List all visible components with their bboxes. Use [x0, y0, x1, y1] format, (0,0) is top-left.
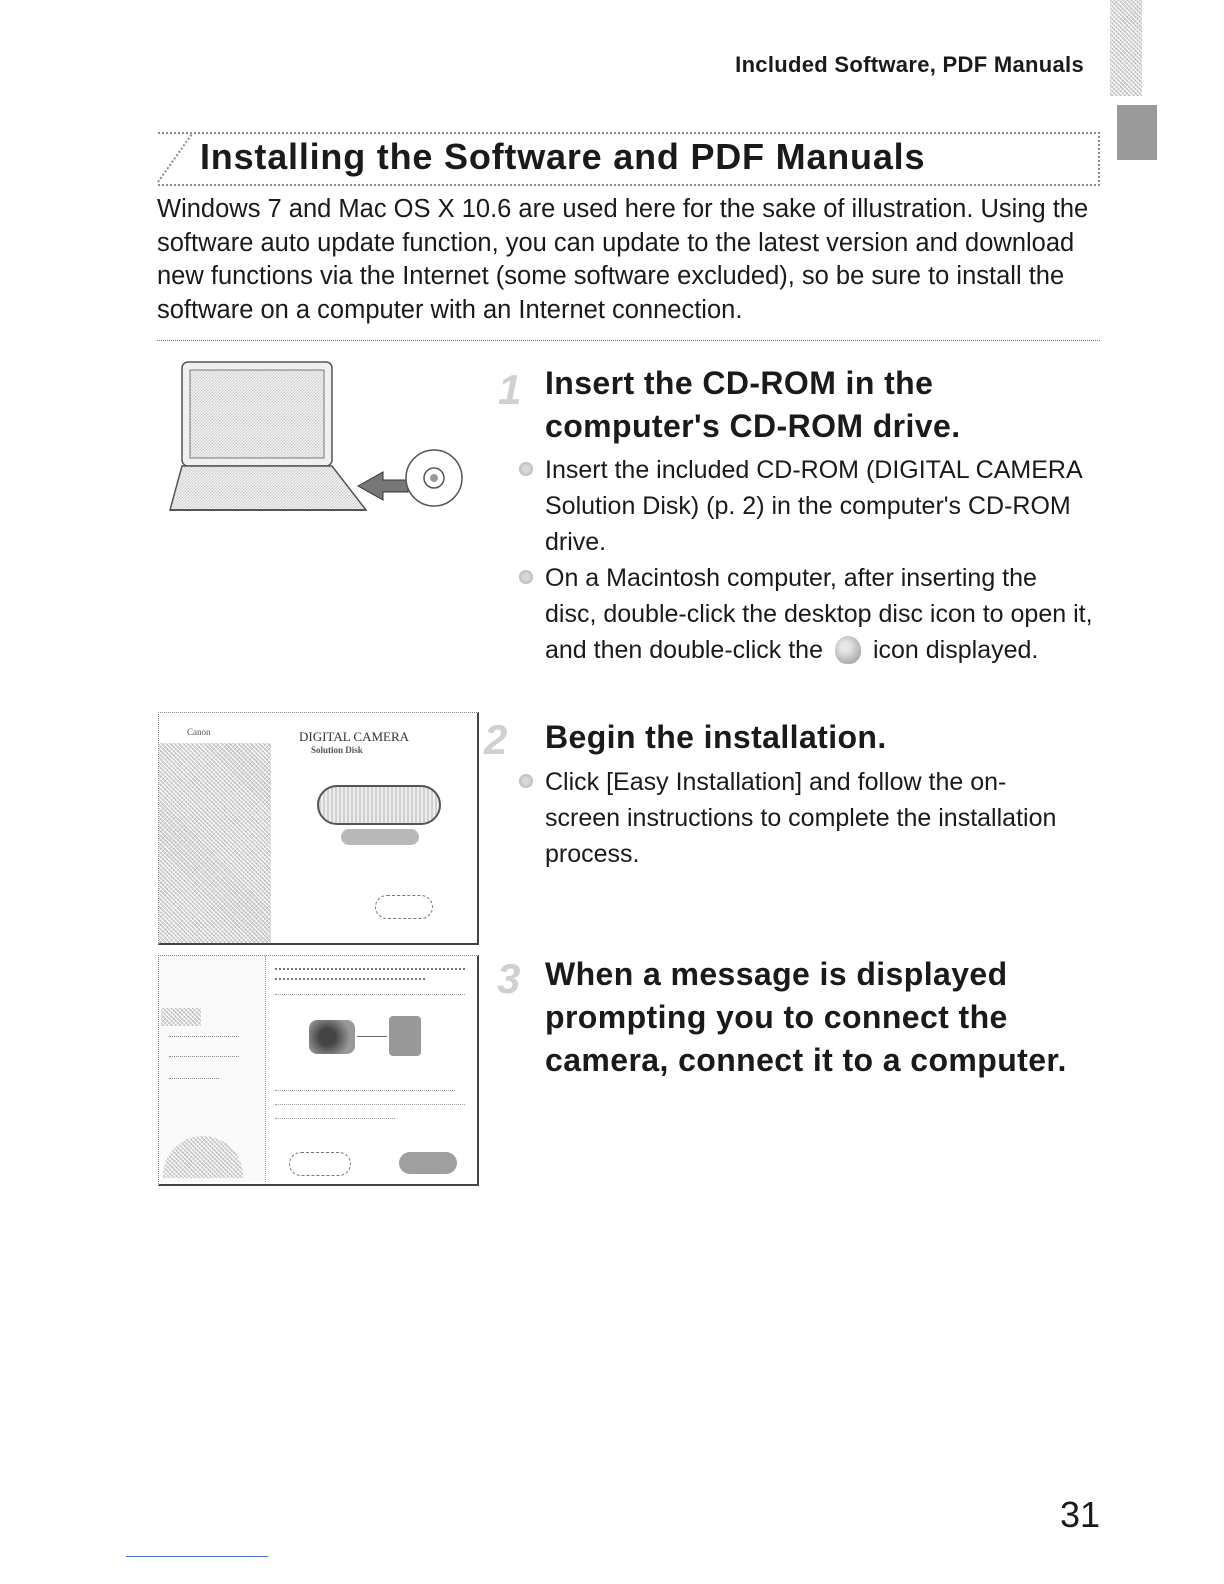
section-title: Installing the Software and PDF Manuals [200, 136, 926, 177]
edge-tab [1110, 0, 1142, 96]
installer-product: DIGITAL CAMERA [299, 729, 410, 744]
list-item: Insert the included CD-ROM (DIGITAL CAMERA Solution Disk) (p. 2) in the computer's CD-ROM drive. [515, 452, 1095, 560]
connect-camera-screenshot [158, 955, 479, 1186]
list-item: On a Macintosh computer, after inserting the disc, double-click the desktop disc icon to open it, and then double-click the icon displayed. [515, 560, 1095, 668]
computer-illustration [389, 1016, 421, 1056]
step-2-title: Begin the installation. [545, 719, 887, 755]
page-number: 31 [1059, 1494, 1100, 1535]
exit-button [375, 895, 433, 919]
step-1-number: 1 [498, 366, 522, 413]
installer-app-icon [835, 636, 861, 664]
installer-photo-panel [159, 743, 271, 943]
divider [157, 340, 1100, 341]
step-2-bullets [515, 764, 1075, 872]
back-button [289, 1152, 351, 1176]
laptop-cd-illustration [168, 360, 468, 520]
easy-installation-button [317, 785, 441, 825]
footer-line [126, 1556, 268, 1557]
step-3-title: When a message is displayed prompting you to connect the camera, connect it to a computer. [545, 956, 1067, 1078]
step-1-bullets [515, 452, 1095, 668]
installer-disk: Solution Disk [311, 745, 363, 755]
running-head: Included Software, PDF Manuals [735, 52, 1084, 77]
custom-installation-button [341, 829, 419, 845]
cable-illustration [357, 1036, 387, 1037]
intro-text: Windows 7 and Mac OS X 10.6 are used here for the sake of illustration. Using the software auto update function, you can update to the latest version and download new functions via the Internet (some software excluded), so be sure to install the software on a computer with an Internet connection. [157, 195, 1089, 324]
list-item: Click [Easy Installation] and follow the on-screen instructions to complete the installation process. [515, 764, 1075, 872]
installer-window-screenshot [158, 712, 479, 945]
sidebar-panel [159, 956, 266, 1182]
step-1-title: Insert the CD-ROM in the computer's CD-ROM drive. [545, 365, 961, 444]
installer-brand: Canon [187, 727, 211, 737]
camera-illustration [309, 1020, 355, 1054]
edge-tab-marker [1117, 105, 1157, 160]
step-3-number: 3 [497, 955, 521, 1002]
step-2-number: 2 [484, 716, 508, 763]
next-button [399, 1152, 457, 1174]
